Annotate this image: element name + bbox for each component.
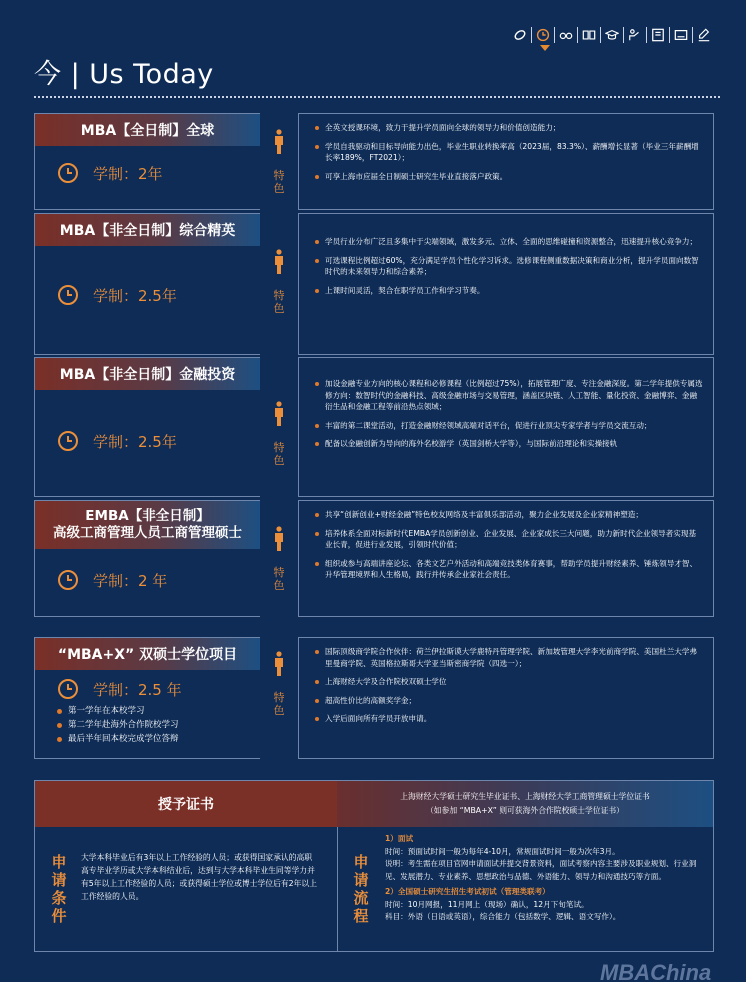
active-indicator [540, 45, 550, 51]
divider [669, 27, 670, 43]
program-row [34, 113, 714, 210]
program-duration [57, 678, 182, 700]
feature-item: 上课时间灵活，契合在职学员工作和学习节奏。 [315, 285, 703, 297]
program-title: MBA【全日制】全球 [35, 114, 260, 146]
duration-text: 学制：2年 [93, 164, 163, 183]
book-icon[interactable] [581, 27, 597, 43]
feature-item: 加设金融专业方向的核心课程和必修课程（比例超过75%），拓展管理广度、专注金融深度。第二学年提供专属选修方向：数智时代的金融科技、高级金融市场与交易管理，涵盖区块链、人工智能、量化投资、金融博弈、金融衍生品和金融工程等前沿热点领域； [315, 378, 703, 413]
certificate-section [34, 780, 714, 952]
schedule-item: 第二学年赴海外合作院校学习 [57, 718, 179, 732]
glasses-icon[interactable] [558, 27, 574, 43]
title-divider [34, 96, 720, 98]
feature-item: 可选课程比例超过60%，充分满足学员个性化学习诉求。选修课程侧重数据决策和商业分析，提升学员面向数智时代的未来领导力和综合素养； [315, 255, 703, 278]
process-label: 申请流程 [353, 853, 369, 925]
section-divider [337, 827, 338, 951]
feature-item: 全英文授课环境，致力于提升学员面向全球的领导力和价值创造能力； [315, 122, 703, 134]
program-left-panel [34, 357, 260, 497]
program-row [34, 357, 714, 497]
certificate-title: 授予证书 [35, 781, 337, 827]
feature-column [260, 500, 298, 617]
certificate-line: 上海财经大学硕士研究生毕业证书、上海财经大学工商管理硕士学位证书 [400, 792, 650, 801]
program-left-panel [34, 213, 260, 355]
process-step-title: 1）面试 [385, 834, 414, 843]
feature-item: 学员自我驱动和目标导向能力出色，毕业生职业转换率高（2023届，83.3%）、薪酬增长显著（毕业三年薪酬增长率189%，FT2021）； [315, 141, 703, 164]
person-icon [272, 526, 286, 552]
process-text [385, 833, 705, 924]
program-features [298, 357, 714, 497]
clock-icon [57, 678, 79, 700]
feature-label: 特色 [273, 566, 285, 592]
feature-label: 特色 [273, 289, 285, 315]
feature-item: 上海财经大学及合作院校双硕士学位 [315, 676, 703, 688]
feature-label: 特色 [273, 169, 285, 195]
schedule-item: 第一学年在本校学习 [57, 704, 179, 718]
link-icon[interactable] [512, 27, 528, 43]
program-title: MBA【非全日制】综合精英 [35, 214, 260, 246]
page-title: 今 | Us Today [34, 59, 214, 90]
duration-text: 学制：2.5 年 [93, 680, 182, 699]
program-left-panel [34, 113, 260, 210]
program-title: “MBA+X” 双硕士学位项目 [35, 638, 260, 670]
lecture-icon[interactable] [627, 27, 643, 43]
feature-column [260, 637, 298, 759]
clock-icon [57, 569, 79, 591]
certificate-description [337, 781, 713, 827]
duration-text: 学制：2.5年 [93, 286, 177, 305]
feature-label: 特色 [273, 691, 285, 717]
duration-text: 学制：2.5年 [93, 432, 177, 451]
divider [623, 27, 624, 43]
program-features [298, 113, 714, 210]
program-duration [57, 284, 177, 306]
schedule-list [57, 704, 179, 746]
pen-icon[interactable] [696, 27, 712, 43]
feature-item: 可享上海市应届全日制硕士研究生毕业直接落户政策。 [315, 171, 703, 183]
feature-item: 入学后面向所有学员开放申请。 [315, 713, 703, 725]
feature-item: 学员行业分布广泛且多集中于尖端领域，激发多元、立体、全面的思维碰撞和资源整合，迅速提升核心竞争力； [315, 236, 703, 248]
process-step-title: 2）全国硕士研究生招生考试初试（管理类联考） [385, 887, 550, 896]
icon-navigation [512, 24, 712, 46]
program-features [298, 213, 714, 355]
conditions-text: 大学本科毕业后有3年以上工作经验的人员；或获得国家承认的高职高专毕业学历或大学本科结业后，达到与大学本科毕业生同等学力并有5年以上工作经验的人员；或获得硕士学位或博士学位后有2年以上工作经验的人员。 [81, 853, 318, 901]
clock-icon [57, 162, 79, 184]
person-icon [272, 129, 286, 155]
person-icon [272, 401, 286, 427]
feature-item: 丰富的第二课堂活动，打造金融财经领域高端对话平台，促进行业顶尖专家学者与学员交流互动； [315, 420, 703, 432]
divider [554, 27, 555, 43]
board-icon[interactable] [650, 27, 666, 43]
footer-logo: MBAChina [600, 960, 712, 982]
clock-icon [57, 284, 79, 306]
program-features [298, 500, 714, 617]
program-title: MBA【非全日制】金融投资 [35, 358, 260, 390]
feature-item: 超高性价比的高额奖学金； [315, 695, 703, 707]
divider [577, 27, 578, 43]
process-step-time: 时间：10月网报，11月网上（现场）确认，12月下旬笔试。 [385, 899, 589, 909]
divider [531, 27, 532, 43]
schedule-item: 最后半年回本校完成学位答辩 [57, 732, 179, 746]
clock-icon[interactable] [535, 27, 551, 43]
program-title [35, 501, 260, 549]
divider [692, 27, 693, 43]
certificate-line: （如参加 “MBA+X” 则可获海外合作院校硕士学位证书） [426, 806, 624, 815]
duration-text: 学制：2 年 [93, 571, 168, 590]
process-step-note: 说明：考生需在项目官网申请面试并提交背景资料，面试考察内容主要涉及职业规划、行业洞见、发展潜力、专业素养、思想政治与品德、外语能力、领导力和沟通技巧等方面。 [385, 859, 697, 881]
person-icon [272, 249, 286, 275]
feature-item: 共享“创新创业+财经金融”特色校友网络及丰富俱乐部活动，聚力企业发展及企业家精神塑造； [315, 509, 703, 521]
program-left-panel [34, 500, 260, 617]
feature-column [260, 357, 298, 497]
program-features [298, 637, 714, 759]
program-duration [57, 430, 177, 452]
feature-item: 组织或参与高端讲座论坛、各类文艺户外活动和高端竞技类体育赛事，帮助学员提升财经素养、锤炼领导才智、升华管理境界和人生格局，践行并传承企业家社会责任。 [315, 558, 703, 581]
feature-label: 特色 [273, 441, 285, 467]
graduate-icon[interactable] [604, 27, 620, 43]
program-title-line: 高级工商管理人员工商管理硕士 [53, 525, 242, 541]
process-step-subjects: 科目：外语（日语或英语），综合能力（包括数学、逻辑、语文写作）。 [385, 912, 621, 921]
divider [646, 27, 647, 43]
feature-column [260, 213, 298, 355]
program-duration [57, 569, 167, 591]
feature-column [260, 113, 298, 210]
feature-item: 国际顶级商学院合作伙伴：荷兰伊拉斯谟大学鹿特丹管理学院、新加坡管理大学李光前商学院、美国杜兰大学弗里曼商学院、英国格拉斯哥大学亚当斯密商学院（四选一）； [315, 646, 703, 669]
divider [600, 27, 601, 43]
program-row [34, 213, 714, 355]
clock-icon [57, 430, 79, 452]
notebook-icon[interactable] [673, 27, 689, 43]
program-left-panel [34, 637, 260, 759]
program-duration [57, 162, 163, 184]
feature-item: 培养体系全面对标新时代EMBA学员创新创业、企业发展、企业家成长三大问题，助力新时代企业领导者实现基业长青，促进行业发展，引领时代价值； [315, 528, 703, 551]
process-step-time: 时间：预面试时间一般为每年4-10月，常规面试时间一般为次年3月。 [385, 846, 620, 856]
feature-item: 配备以金融创新为导向的海外名校游学（英国剑桥大学等），与国际前沿理论和实操接轨 [315, 438, 703, 450]
conditions-label: 申请条件 [51, 853, 67, 925]
program-row [34, 500, 714, 617]
program-title-line: EMBA【非全日制】 [85, 508, 210, 524]
program-row [34, 637, 714, 759]
person-icon [272, 651, 286, 677]
